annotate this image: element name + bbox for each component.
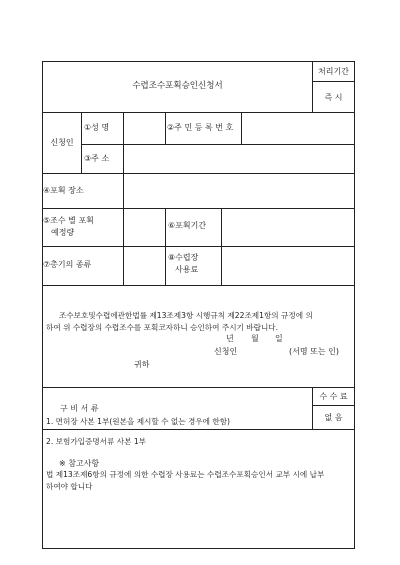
note-line-2: 하여야 합니다	[46, 482, 93, 491]
divider	[165, 208, 166, 285]
form-title: 수렵조수포획승인신청서	[132, 81, 223, 91]
fee-value: 없 음	[324, 413, 343, 422]
processing-period-value: 즉 시	[324, 93, 343, 102]
resident-no-label: ②주 민 등 록 번 호	[167, 123, 234, 132]
gun-type-label: ⑦총기의 종류	[43, 260, 92, 269]
divider	[81, 112, 82, 173]
capture-period-field[interactable]	[222, 209, 354, 245]
note-title: ※ 참고사항	[59, 459, 100, 468]
date-day: 일	[275, 334, 283, 343]
applicant-sign-label: 신청인	[214, 347, 238, 356]
divider	[43, 285, 355, 286]
applicant-label: 신청인	[50, 138, 74, 147]
address-label: ③주 소	[84, 154, 110, 163]
capture-period-label: ⑥포획기간	[168, 221, 207, 230]
fee-header: 수 수 료	[319, 392, 348, 401]
resident-no-field[interactable]	[242, 113, 354, 143]
fee-field[interactable]	[222, 247, 354, 284]
sign-note: (서명 또는 인)	[289, 347, 339, 356]
declaration-line-2: 하여 위 수렵장의 수렵조수를 포획코자하니 승인하여 주시기 바랍니다.	[46, 323, 279, 332]
doc-item-2: 2. 보험가입증명서류 사본 1부	[46, 437, 147, 446]
divider	[312, 405, 355, 406]
date-year: 년	[226, 334, 234, 343]
capture-place-label: ④포획 장소	[43, 186, 84, 195]
divider	[312, 81, 355, 82]
divider	[43, 429, 355, 430]
species-plan-field[interactable]	[124, 209, 164, 245]
docs-title: 구 비 서 류	[60, 404, 99, 413]
fee-label-2: 사용료	[175, 265, 199, 274]
application-form	[42, 61, 355, 549]
processing-period-label: 처리기간	[318, 67, 349, 76]
fee-label: ⑧수렵장	[168, 253, 199, 262]
species-plan-label-2: 예정량	[51, 228, 75, 237]
capture-place-field[interactable]	[124, 174, 354, 207]
recipient: 귀하	[134, 360, 150, 369]
gun-type-field[interactable]	[124, 247, 164, 284]
date-month: 월	[251, 334, 259, 343]
address-field[interactable]	[124, 145, 354, 172]
species-plan-label: ⑤조수 별 포획	[43, 216, 94, 225]
note-line-1: 법 제13조제6항의 규정에 의한 수렵장 사용료는 수렵조수포획승인서 교부 시에 납부	[46, 470, 325, 479]
divider	[43, 387, 355, 388]
name-label: ①성 명	[84, 123, 110, 132]
doc-item-1: 1. 면허장 사본 1부(원본을 제시할 수 없는 경우에 한함)	[46, 417, 231, 426]
name-field[interactable]	[124, 113, 164, 143]
divider	[165, 112, 166, 144]
signature-field[interactable]	[243, 345, 283, 357]
declaration-line-1: 조수보호및수렵에관한법률 제13조제3항 시행규칙 제22조제1항의 규정에 의	[59, 311, 313, 320]
